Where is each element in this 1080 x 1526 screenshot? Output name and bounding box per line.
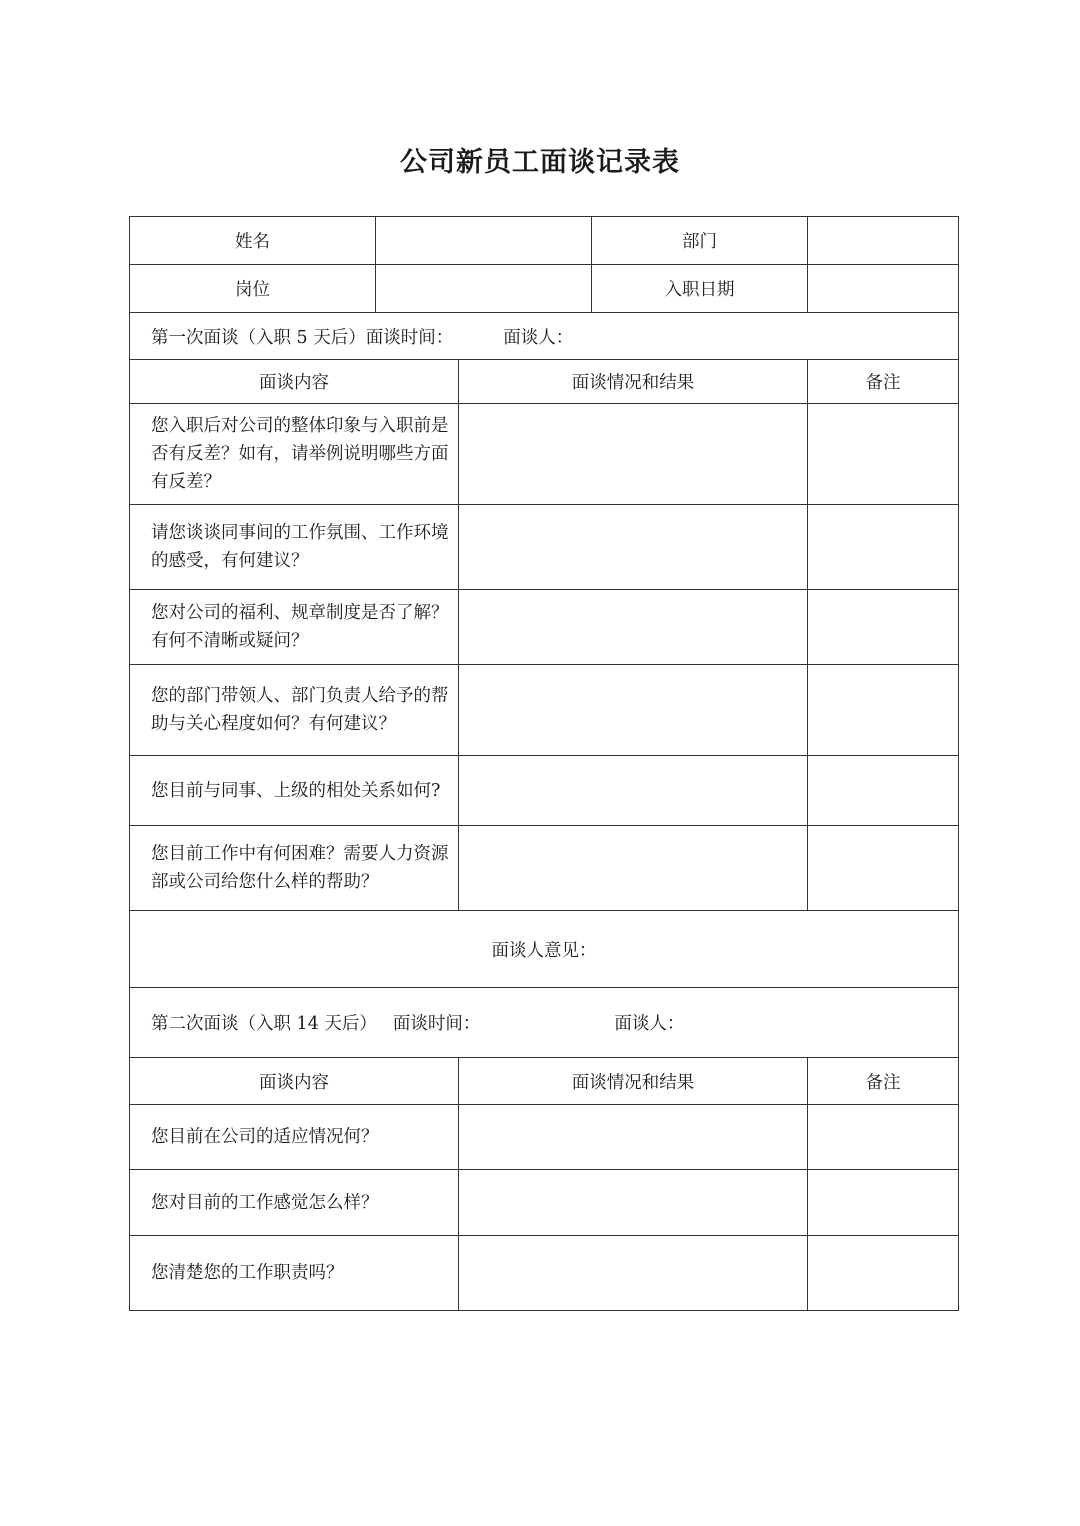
second-result-2[interactable]: [459, 1170, 808, 1236]
hire-date-label: 入职日期: [592, 265, 808, 313]
second-note-1[interactable]: [808, 1105, 959, 1170]
first-note-6[interactable]: [808, 826, 959, 911]
dept-field[interactable]: [808, 217, 959, 265]
interviewer-opinion: 面谈人意见：: [130, 911, 959, 988]
name-label: 姓名: [130, 217, 376, 265]
first-question-6: 您目前工作中有何困难？需要人力资源部或公司给您什么样的帮助？: [130, 826, 459, 911]
first-col-note: 备注: [808, 360, 959, 404]
first-note-2[interactable]: [808, 505, 959, 590]
first-result-6[interactable]: [459, 826, 808, 911]
first-col-content: 面谈内容: [130, 360, 459, 404]
position-label: 岗位: [130, 265, 376, 313]
first-note-1[interactable]: [808, 404, 959, 505]
page-title: 公司新员工面谈记录表: [400, 147, 680, 178]
second-col-result: 面谈情况和结果: [459, 1058, 808, 1105]
first-col-result: 面谈情况和结果: [459, 360, 808, 404]
first-result-2[interactable]: [459, 505, 808, 590]
first-result-3[interactable]: [459, 590, 808, 665]
first-question-4: 您的部门带领人、部门负责人给予的帮助与关心程度如何？有何建议？: [130, 665, 459, 756]
first-note-3[interactable]: [808, 590, 959, 665]
first-result-5[interactable]: [459, 756, 808, 826]
hire-date-field[interactable]: [808, 265, 959, 313]
second-interview-time-label: 面谈时间：: [392, 1014, 481, 1034]
second-result-3[interactable]: [459, 1236, 808, 1311]
second-interview-label: 第二次面谈（入职 14 天后）: [151, 1014, 377, 1034]
second-note-3[interactable]: [808, 1236, 959, 1311]
first-result-1[interactable]: [459, 404, 808, 505]
position-field[interactable]: [376, 265, 592, 313]
first-interviewer-label: 面谈人：: [503, 327, 574, 348]
first-interview-time-label: 第一次面谈（入职 5 天后）面谈时间：: [151, 327, 454, 348]
second-col-content: 面谈内容: [130, 1058, 459, 1105]
second-question-1: 您目前在公司的适应情况何？: [130, 1105, 459, 1170]
interview-record-table: [129, 216, 959, 1311]
second-note-2[interactable]: [808, 1170, 959, 1236]
second-question-2: 您对目前的工作感觉怎么样？: [130, 1170, 459, 1236]
second-result-1[interactable]: [459, 1105, 808, 1170]
first-question-1: 您入职后对公司的整体印象与入职前是否有反差？如有，请举例说明哪些方面有反差？: [130, 404, 459, 505]
first-result-4[interactable]: [459, 665, 808, 756]
first-question-5: 您目前与同事、上级的相处关系如何?: [130, 756, 459, 826]
first-question-2: 请您谈谈同事间的工作氛围、工作环境的感受，有何建议？: [130, 505, 459, 590]
first-question-3: 您对公司的福利、规章制度是否了解？有何不清晰或疑问？: [130, 590, 459, 665]
dept-label: 部门: [592, 217, 808, 265]
first-note-4[interactable]: [808, 665, 959, 756]
second-col-note: 备注: [808, 1058, 959, 1105]
second-interviewer-label: 面谈人：: [614, 1014, 685, 1034]
first-note-5[interactable]: [808, 756, 959, 826]
second-interview-header: [130, 988, 959, 1058]
first-interview-header: [130, 313, 959, 360]
name-field[interactable]: [376, 217, 592, 265]
second-question-3: 您清楚您的工作职责吗？: [130, 1236, 459, 1311]
